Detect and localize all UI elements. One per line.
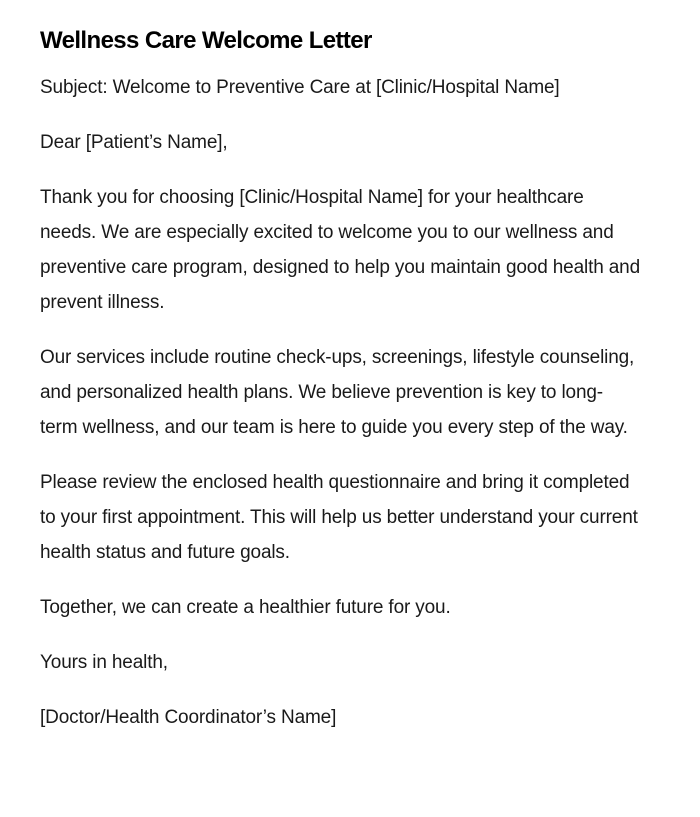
letter-paragraph-questionnaire: Please review the enclosed health questionnaire and bring it completed to your first appointment. This will help us better understand your current health status and future goals. [40, 472, 638, 563]
letter-subject: Subject: Welcome to Preventive Care at [Clinic/Hospital Name] [40, 77, 560, 98]
letter-paragraph-intro: Thank you for choosing [Clinic/Hospital Name] for your healthcare needs. We are especially excited to welcome you to our wellness and preventive care program, designed to help you maintain good health and prevent illness. [40, 187, 641, 313]
letter-paragraph-services: Our services include routine check-ups, screenings, lifestyle counseling, and personalized health plans. We believe prevention is key to long-term wellness, and our team is here to guide you every step of the way. [40, 347, 635, 438]
letter-page [40, 24, 640, 735]
letter-title: Wellness Care Welcome Letter [40, 27, 372, 54]
letter-closing: Yours in health, [40, 652, 168, 673]
letter-paragraph-together: Together, we can create a healthier future for you. [40, 597, 451, 618]
letter-salutation: Dear [Patient’s Name], [40, 132, 228, 153]
letter-signature: [Doctor/Health Coordinator’s Name] [40, 707, 337, 728]
